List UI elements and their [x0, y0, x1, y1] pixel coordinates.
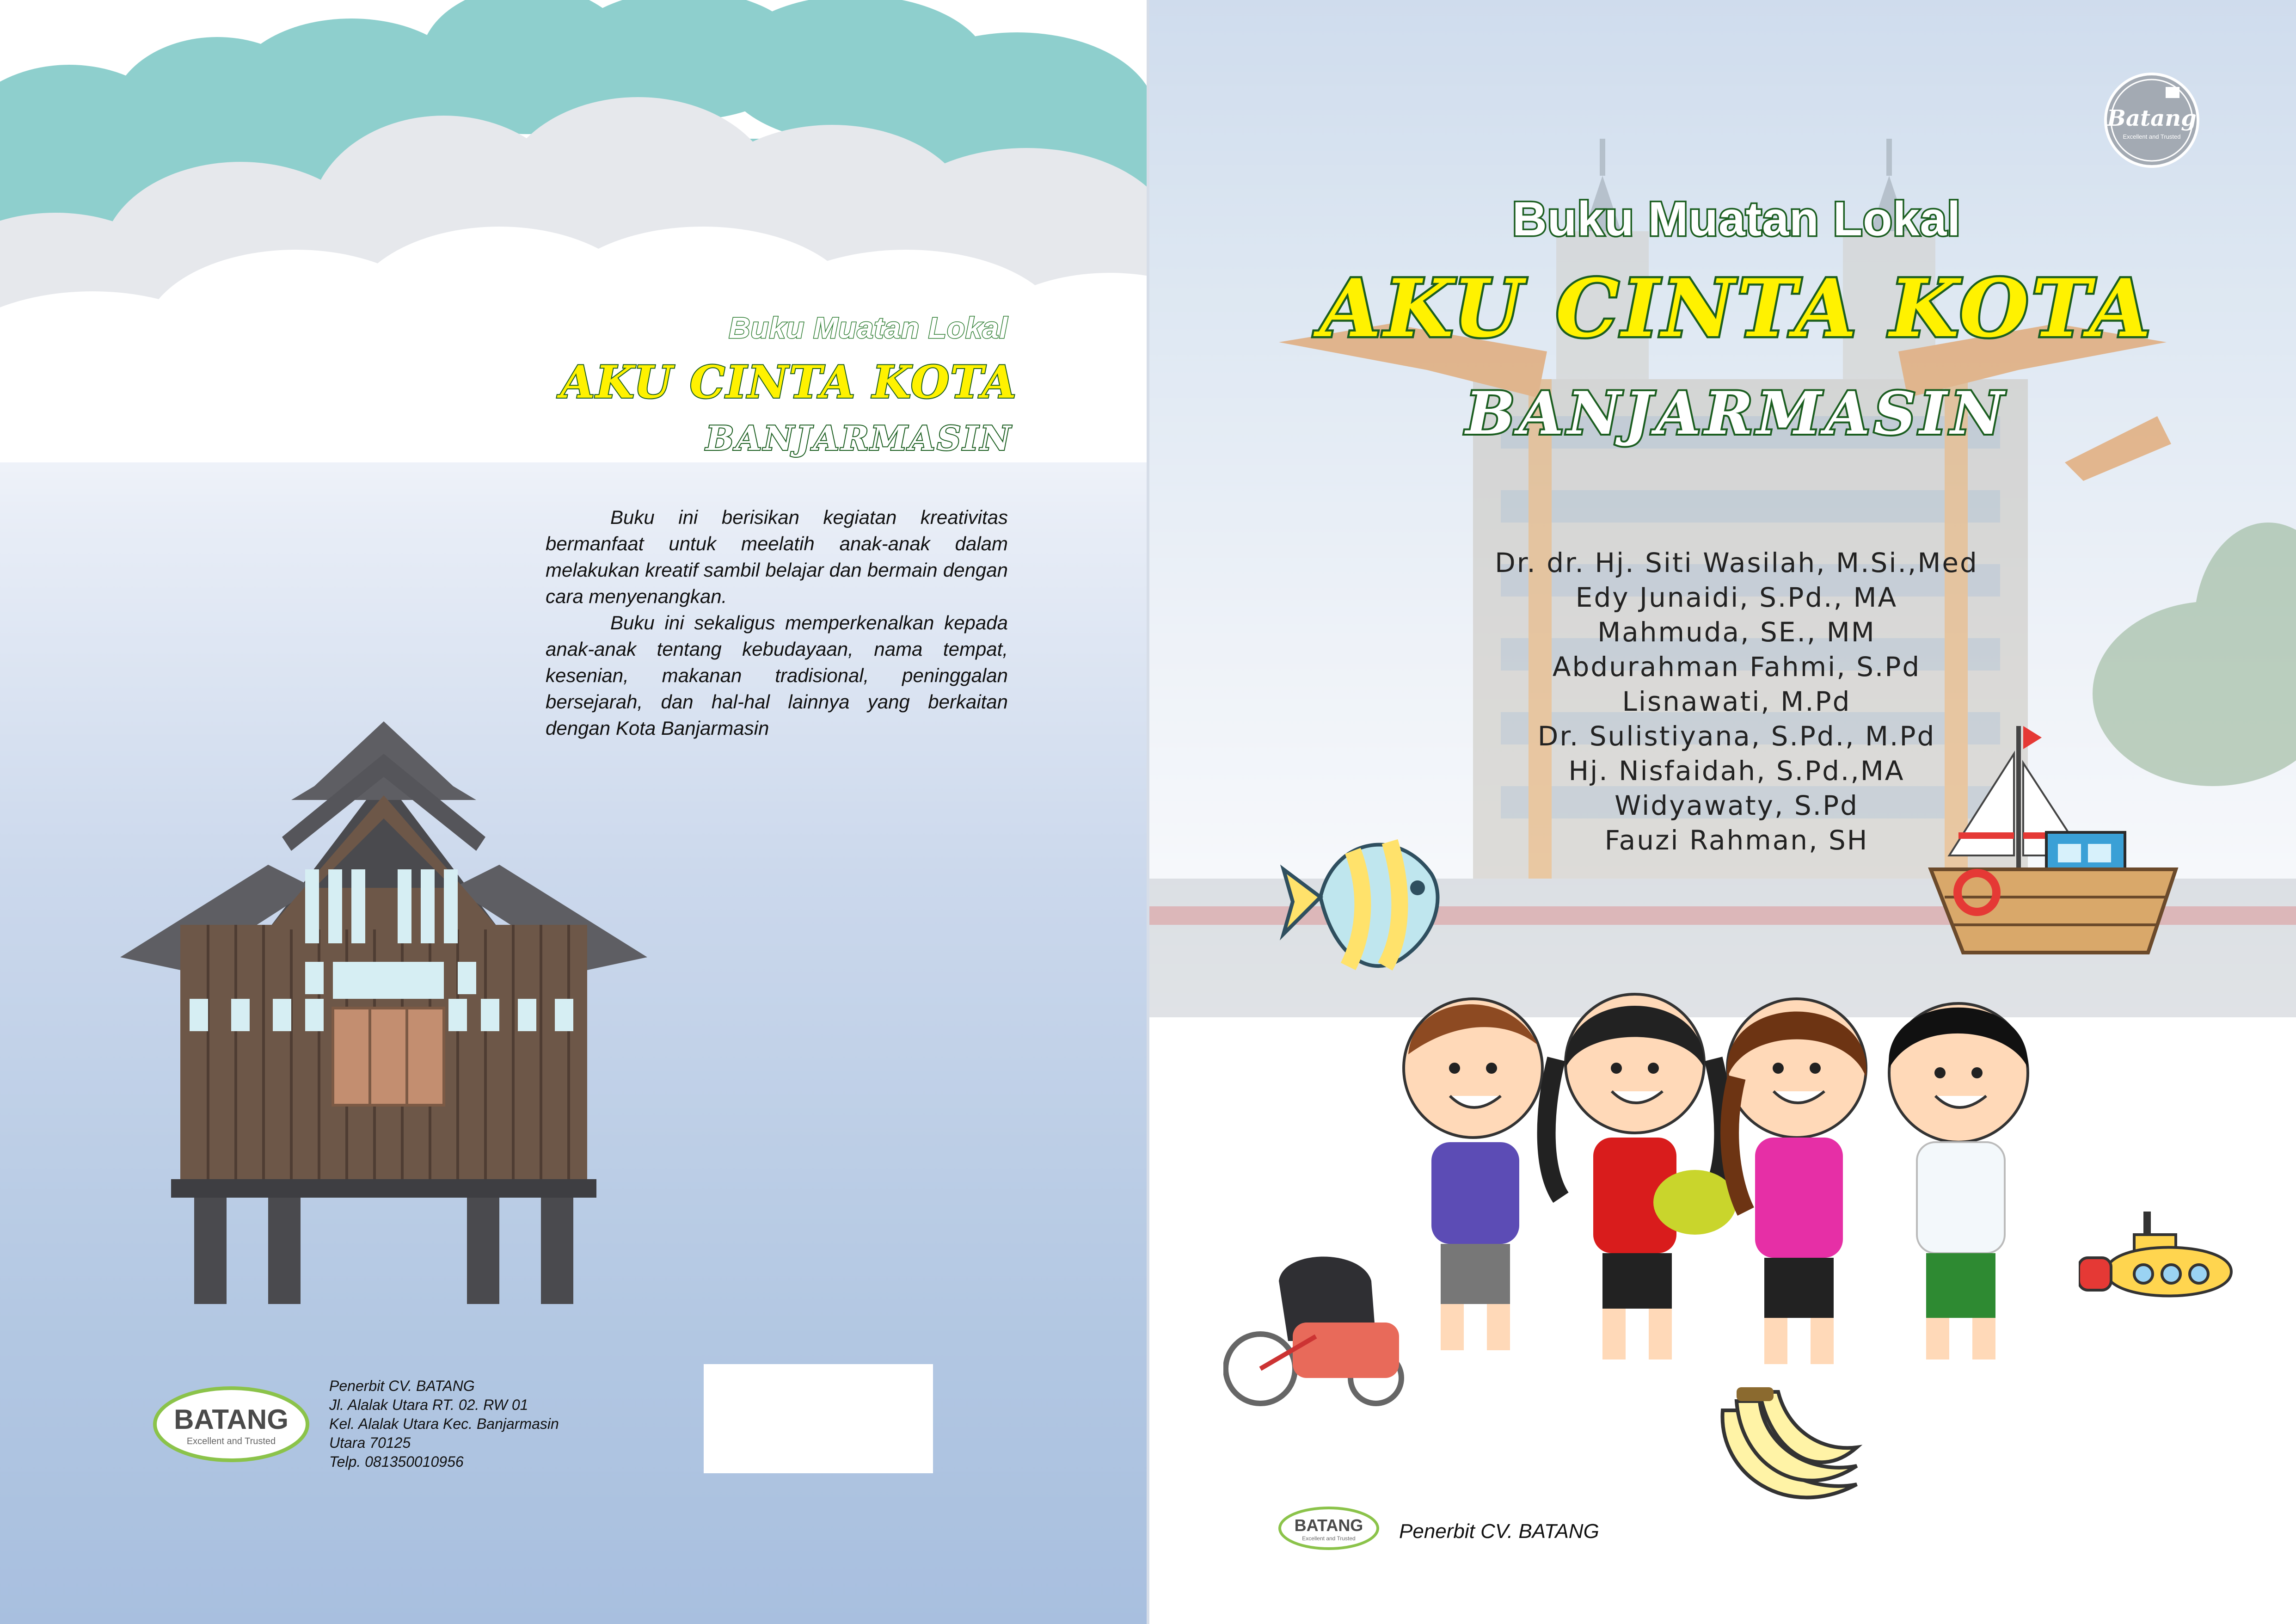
- back-cover: [0, 0, 1147, 1624]
- fish-illustration: [1279, 818, 1455, 985]
- front-publisher-name: Penerbit CV. BATANG: [1399, 1520, 1599, 1543]
- batang-publisher-logo: [1278, 1505, 1380, 1551]
- submarine-illustration: [2079, 1207, 2245, 1327]
- author-name: Edy Junaidi, S.Pd., MA: [1575, 582, 1898, 613]
- front-series-title: Buku Muatan Lokal: [1512, 192, 1961, 246]
- batang-publisher-logo: [153, 1385, 310, 1464]
- traditional-house-illustration: [116, 712, 680, 1304]
- author-name: Lisnawati, M.Pd: [1622, 686, 1851, 717]
- front-book-title: AKU CINTA KOTA: [1320, 261, 2154, 355]
- logo-name: BATANG: [1294, 1516, 1363, 1535]
- stamp-tagline: Excellent and Trusted: [2123, 133, 2181, 140]
- address-line: Penerbit CV. BATANG: [329, 1378, 475, 1394]
- author-name: Dr. dr. Hj. Siti Wasilah, M.Si.,Med: [1495, 547, 1978, 578]
- address-line: Utara 70125: [329, 1434, 411, 1451]
- author-name: Dr. Sulistiyana, S.Pd., M.Pd: [1537, 720, 1936, 752]
- address-line: Jl. Alalak Utara RT. 02. RW 01: [329, 1396, 528, 1413]
- back-book-subtitle: BANJARMASIN: [706, 418, 1013, 458]
- address-line: Telp. 081350010956: [329, 1453, 464, 1470]
- publisher-address: [329, 1377, 653, 1471]
- stamp-name: Batang: [2107, 105, 2197, 131]
- children-illustration: [1390, 976, 2083, 1392]
- back-blurb: [546, 504, 1008, 741]
- back-book-title: AKU CINTA KOTA: [560, 356, 1017, 408]
- boat-illustration: [1926, 712, 2185, 971]
- author-name: Widyawaty, S.Pd: [1615, 790, 1859, 821]
- front-book-subtitle: BANJARMASIN: [1466, 379, 2007, 448]
- barcode-placeholder: [704, 1364, 933, 1473]
- logo-name: BATANG: [174, 1404, 289, 1435]
- author-name: Mahmuda, SE., MM: [1597, 616, 1876, 648]
- logo-tagline: Excellent and Trusted: [1302, 1535, 1356, 1542]
- batang-stamp-icon: [2101, 69, 2203, 171]
- blurb-paragraph: Buku ini sekaligus memperkenalkan kepada anak-anak tentang kebudayaan, nama tempat, kesenian, makanan tradisional, peninggalan bersejarah, dan hal-hal lainnya yang berkaitan dengan Kota Banjarmasin: [546, 612, 1008, 739]
- becak-illustration: [1223, 1249, 1436, 1415]
- banana-illustration: [1709, 1383, 1866, 1521]
- author-name: Fauzi Rahman, SH: [1604, 824, 1869, 856]
- author-name: Hj. Nisfaidah, S.Pd.,MA: [1568, 755, 1905, 787]
- address-line: Kel. Alalak Utara Kec. Banjarmasin: [329, 1415, 559, 1432]
- author-name: Abdurahman Fahmi, S.Pd: [1552, 651, 1921, 683]
- front-cover: [1149, 0, 2296, 1624]
- back-series-title: Buku Muatan Lokal: [729, 311, 1008, 344]
- logo-tagline: Excellent and Trusted: [186, 1436, 276, 1446]
- blurb-paragraph: Buku ini berisikan kegiatan kreativitas bermanfaat untuk meelatih anak-anak dalam melakukan kreatif sambil belajar dan bermain dengan cara menyenangkan.: [546, 506, 1008, 607]
